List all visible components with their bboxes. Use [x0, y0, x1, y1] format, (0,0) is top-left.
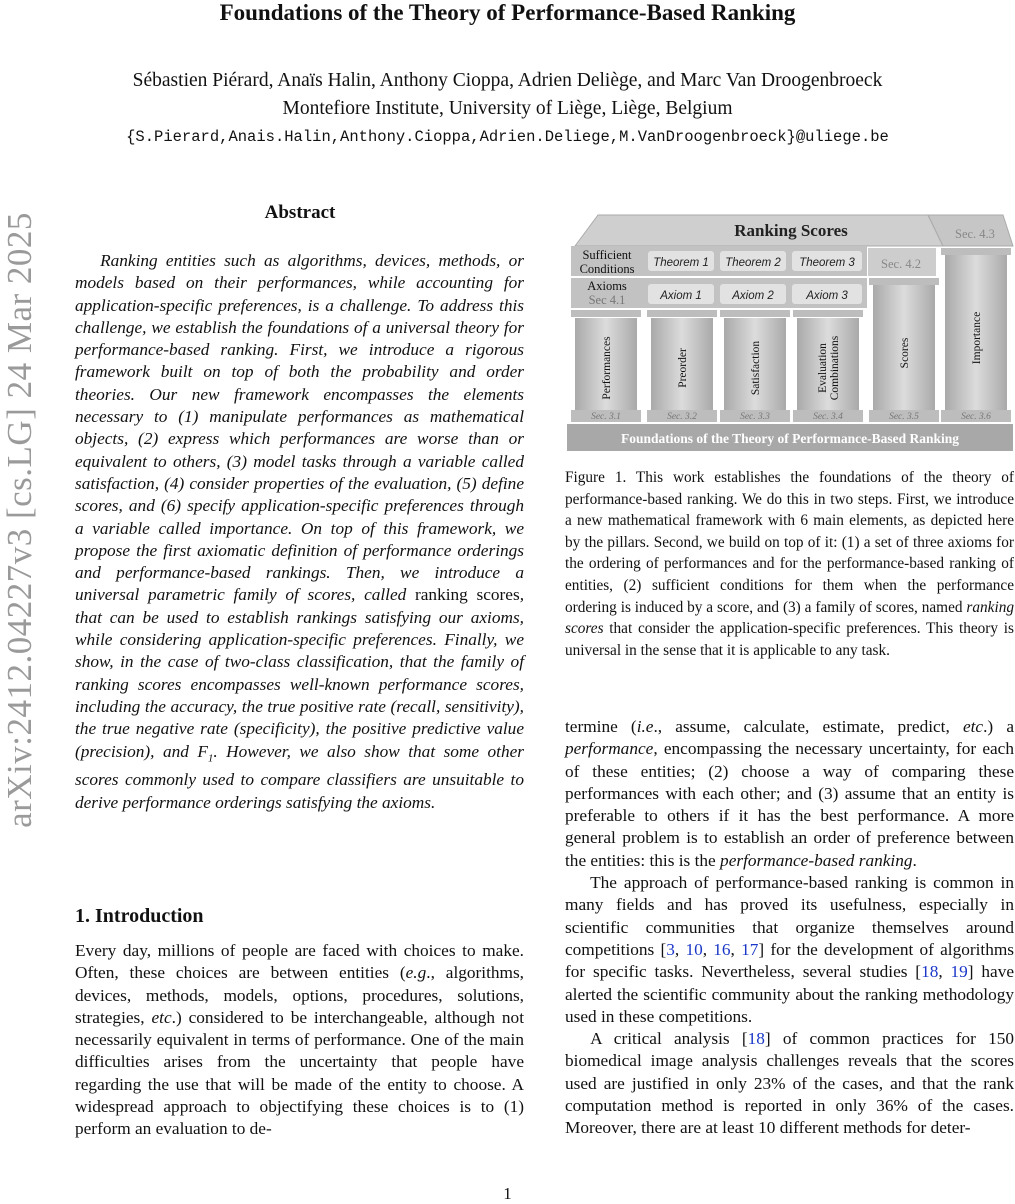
axiom-2-label: Axiom 2: [732, 290, 774, 302]
intro-eg: e.g: [405, 963, 427, 983]
theorem-2-label: Theorem 2: [725, 257, 781, 269]
theorem-3-label: Theorem 3: [799, 257, 855, 269]
right-p1-e: .: [912, 850, 917, 870]
caption-text-2: that consider the application-specific preferences. This theory is universal in the sense that it is applicable to any task.: [565, 620, 1014, 659]
pillar-label-performances: Performances: [601, 336, 613, 400]
pillar-sec-6: Sec. 3.6: [961, 412, 991, 422]
right-p1-pbr: performance-based ranking: [720, 850, 913, 870]
sufficient-label-1: Sufficient: [582, 248, 632, 262]
right-p1-a: termine (: [565, 717, 637, 736]
foundation-label: Foundations of the Theory of Performance-Based Ranking: [620, 431, 960, 446]
abstract-term: ranking scores: [415, 585, 520, 605]
abstract-text-2: , that can be used to establish rankings satisfying our axioms, while considering application-specific preferences. Finally, we show, in the case of two-class classification, that the family of ranking scores encompasses well-known performance scores, including the accuracy, the true positive rate (recall, sensitivity), the true negative rate (specificity), the positive predictive value (precision), and F: [75, 585, 525, 761]
pillar-sec-5: Sec. 3.5: [889, 412, 919, 422]
introduction-body: [75, 940, 524, 1141]
theorem-sec: Sec. 4.2: [881, 257, 921, 271]
pillar-label-scores: Scores: [899, 337, 911, 369]
right-p3-b: ] of common practices for 150 biomedical image analysis challenges reveals that the scores used are justified in only 23% of the cases, and that the rank computation method is reported in only 36% of the cases. Moreover, there are at least 10 different methods for deter-: [565, 1029, 1014, 1138]
right-p1-c: .) a: [983, 717, 1014, 736]
caption-text-1: Figure 1. This work establishes the foundations of the theory of performance-based ranking. We do this in two steps. First, we introduce a new mathematical framework with 6 main elements, as depicted here by the pillars. Second, we build on top of it: (1) a set of three axioms for the ordering of performances and for the performance-based ranking of entities, (2) sufficient conditions for them when the performance ordering is induced by a score, and (3) a family of scores, named: [565, 469, 1014, 616]
intro-text-3: .) considered to be interchangeable, although not necessarily equivalent in terms of performance. One of the main difficulties arises from the uncertainty that people have regarding the use that will be made of the entity to choose. A widespread approach to objectifying these choices is to (1) perform an evaluation to de-: [75, 1007, 524, 1139]
paper-title: Foundations of the Theory of Performance-Based Ranking: [219, 0, 796, 25]
arxiv-stamp: [0, 0, 40, 870]
right-p2-b: ] for the development of algorithms for specific tasks. Nevertheless, several studies [: [565, 939, 1015, 982]
citation-17[interactable]: 17: [741, 939, 759, 959]
pillar-sec-4: Sec. 3.4: [813, 412, 843, 422]
pillar-label-satisfaction: Satisfaction: [750, 340, 762, 396]
axioms-sec: Sec 4.1: [588, 293, 626, 307]
section-heading-introduction: 1. Introduction: [75, 905, 204, 927]
citation-10[interactable]: 10: [685, 939, 703, 959]
roof-title: Ranking Scores: [734, 221, 848, 240]
page-number: 1: [503, 1184, 512, 1203]
pillar-sec-1: Sec. 3.1: [591, 412, 621, 422]
right-p1-b: ., assume, calculate, estimate, predict,: [653, 717, 963, 736]
pillar-label-importance: Importance: [971, 311, 983, 365]
abstract-body: [75, 250, 524, 814]
right-p1-etc: etc: [962, 717, 984, 736]
citation-16[interactable]: 16: [713, 939, 731, 959]
citation-18[interactable]: 18: [921, 962, 939, 982]
citation-3[interactable]: 3: [666, 939, 675, 959]
figure-1-temple-diagram: [563, 208, 1015, 453]
arxiv-id: arXiv:2412.04227v3 [cs.LG] 24 Mar 2025: [0, 212, 39, 828]
abstract-f1-subscript: 1: [207, 751, 214, 764]
author-list: Sébastien Piérard, Anaïs Halin, Anthony Cioppa, Adrien Deliège, and Marc Van Droogenbroeck: [132, 70, 883, 91]
figure-1-caption: [565, 467, 1014, 661]
right-p1-performance: performance: [565, 739, 654, 759]
right-p2-a: The approach of performance-based ranking is common in many fields and has proved its usefulness, especially in scientific communities that organize themselves around competitions [: [565, 873, 1014, 959]
abstract-heading: Abstract: [264, 202, 336, 223]
axiom-1-label: Axiom 1: [660, 290, 702, 302]
intro-text-1: Every day, millions of people are faced with choices to make. Often, these choices are between entities (: [75, 941, 524, 983]
roof-sec: Sec. 4.3: [955, 227, 995, 241]
right-p2-c: ] have alerted the scientific community about the ranking methodology used in these competitions.: [565, 962, 1015, 1026]
pillar-label-combinations: Combinations: [829, 335, 841, 401]
right-p1-ie: i.e: [636, 717, 654, 736]
citation-18-b[interactable]: 18: [747, 1029, 765, 1049]
intro-text-2: ., algorithms, devices, methods, models, options, procedures, solutions, strategies,: [75, 963, 525, 1027]
pillar-sec-2: Sec. 3.2: [667, 412, 697, 422]
abstract-text-3: . However, we also show that some other scores commonly used to compare classifiers are unsuitable to derive performance orderings satisfying the axioms.: [75, 741, 525, 812]
right-p3-a: A critical analysis [: [590, 1029, 748, 1049]
sufficient-label-2: Conditions: [579, 262, 635, 276]
citation-19[interactable]: 19: [950, 962, 968, 982]
pillar-label-evaluation: Evaluation: [817, 343, 829, 393]
intro-etc: etc: [151, 1007, 172, 1027]
pillar-sec-3: Sec. 3.3: [740, 412, 770, 422]
pillar-label-preorder: Preorder: [677, 348, 689, 388]
right-p1-d: , encompassing the necessary uncertainty, for each of these entities; (2) choose a way of comparing these performances with each other; and (3) assume that an entity is preferable to others if it has the best performance. A more general problem is to establish an order of preference between the entities: this is the: [565, 739, 1014, 870]
theorem-1-label: Theorem 1: [653, 257, 709, 269]
right-column-body: termine (i.e., assume, calculate, estimate, predict, etc.) a performance, encompassing the necessary uncertainty, for each of these entities; (2) choose a way of comparing these performances with each other; and (3) assume that an entity is preferable to others if it has the best performance. A more general problem is to establish an order of preference between the entities: this is the performance-based ranking. The approach of performance-based ranking is common in many fields and has proved its usefulness, especially in scientific communities that organize themselves around competitions [3, 10, 16, 17] for the development of algorithms for specific tasks. Nevertheless, several studies [18, 19] have alerted the scientific community about the ranking methodology used in these competitions. A critical analysis [18] of common practices for 150 biomedical image analysis challenges reveals that the scores used are justified in only 23% of the cases, and that the rank computation method is reported in only 36% of the cases. Moreover, there are at least 10 different methods for deter-: [565, 717, 1015, 1138]
affiliation: Montefiore Institute, University of Liège, Liège, Belgium: [282, 98, 733, 119]
axiom-3-label: Axiom 3: [806, 290, 848, 302]
abstract-text-1: Ranking entities such as algorithms, devices, methods, or models based on their performances, while accounting for application-specific preferences, is a challenge. To address this challenge, we establish the foundations of a universal theory for performance-based ranking. First, we introduce a rigorous framework built on top of both the probability and order theories. Our new framework encompasses the elements necessary to (1) manipulate performances as mathematical objects, (2) express which performances are worse than or equivalent to others, (3) model tasks through a variable called satisfaction, (4) consider properties of the evaluation, (5) define scores, and (6) specify application-specific preferences through a variable called importance. On top of this framework, we propose the first axiomatic definition of performance orderings and performance-based rankings. Then, we introduce a universal parametric family of scores, called: [75, 251, 524, 605]
axioms-label: Axioms: [587, 279, 627, 293]
author-emails: {S.Pierard,Anais.Halin,Anthony.Cioppa,Adrien.Deliege,M.VanDroogenbroeck}@uliege.be: [126, 128, 889, 146]
caption-term: ranking scores: [565, 598, 1014, 638]
